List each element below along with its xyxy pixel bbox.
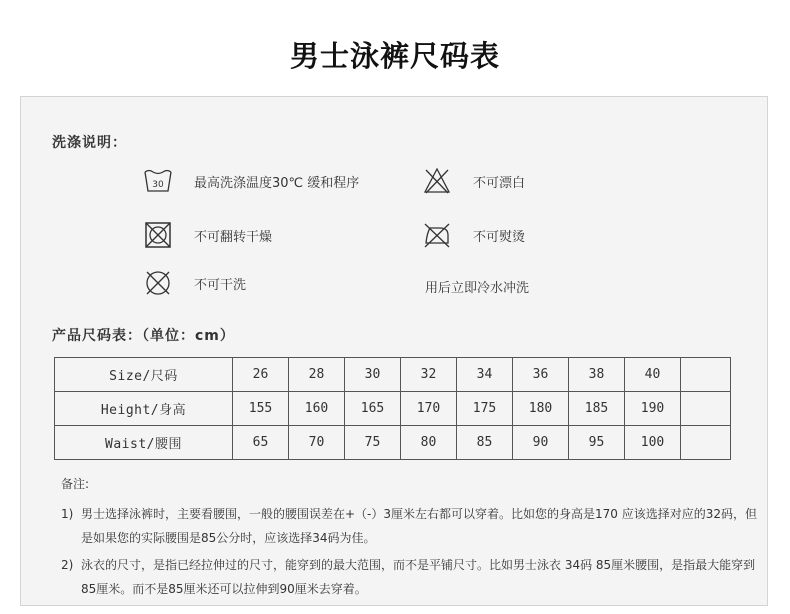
- size-table-row: [55, 358, 731, 392]
- size-table-cell: 34: [457, 358, 513, 392]
- size-table-cell: 165: [345, 392, 401, 426]
- size-table-cell: 38: [569, 358, 625, 392]
- size-table-cell: 65: [233, 426, 289, 460]
- care-text-wash: 最高洗涤温度30℃ 缓和程序: [194, 175, 360, 191]
- care-item-no-bleach: [423, 167, 525, 195]
- care-text-rinse: 用后立即冷水冲洗: [425, 281, 530, 296]
- size-table-cell: 36: [513, 358, 569, 392]
- size-table-row-header: Height/身高: [55, 392, 233, 426]
- no-tumble-dry-icon: [144, 221, 172, 249]
- wash-temp-label: 30: [152, 180, 164, 190]
- size-table-row-header: Waist/腰围: [55, 426, 233, 460]
- care-text-no-iron: 不可熨烫: [473, 229, 526, 245]
- size-table-row: [55, 426, 731, 460]
- size-table-cell: 28: [289, 358, 345, 392]
- size-table-cell: 30: [345, 358, 401, 392]
- size-table: [54, 357, 731, 460]
- care-item-no-iron: [423, 221, 525, 249]
- size-table-cell: 170: [401, 392, 457, 426]
- size-table-cell: 75: [345, 426, 401, 460]
- size-table-row: [55, 392, 731, 426]
- size-table-cell: 95: [569, 426, 625, 460]
- size-table-row-header: Size/尺码: [55, 358, 233, 392]
- size-table-cell: 100: [625, 426, 681, 460]
- care-item-no-dry-clean: [144, 269, 246, 297]
- size-table-cell: 180: [513, 392, 569, 426]
- size-table-cell: 160: [289, 392, 345, 426]
- note-text: 男士选择泳裤时，主要看腰围，一般的腰围误差在+（-）3厘米左右都可以穿着。比如您的身高是170 应该选择对应的32码，但是如果您的实际腰围是85公分时，应该选择34码为佳。: [81, 507, 758, 545]
- no-dry-clean-icon: [144, 269, 172, 297]
- size-table-cell: 32: [401, 358, 457, 392]
- size-table-cell: 190: [625, 392, 681, 426]
- notes-section: [61, 475, 761, 604]
- note-number: 2): [61, 558, 74, 572]
- size-table-cell: 85: [457, 426, 513, 460]
- note-text: 泳衣的尺寸，是指已经拉伸过的尺寸，能穿到的最大范围，而不是平铺尺寸。比如男士泳衣 34码 85厘米腰围，是指最大能穿到85厘米。而不是85厘米还可以拉伸到90厘米去穿着。: [81, 558, 756, 596]
- size-table-empty-cell: [681, 358, 731, 392]
- size-table-cell: 26: [233, 358, 289, 392]
- wash-30-icon: [144, 167, 172, 195]
- care-text-no-tumble-dry: 不可翻转干燥: [194, 229, 273, 245]
- note-item: [61, 502, 761, 550]
- note-item: [61, 553, 761, 601]
- care-text-no-dry-clean: 不可干洗: [194, 277, 247, 293]
- care-section-title: 洗涤说明：: [52, 135, 127, 151]
- care-item-wash: [144, 167, 359, 195]
- size-table-title: 产品尺码表：（单位：cm）: [52, 328, 235, 344]
- size-chart-panel: [20, 96, 768, 606]
- size-table-cell: 90: [513, 426, 569, 460]
- size-table-cell: 40: [625, 358, 681, 392]
- care-item-no-tumble-dry: [144, 221, 272, 249]
- size-table-cell: 175: [457, 392, 513, 426]
- notes-title: 备注:: [61, 477, 90, 491]
- size-table-empty-cell: [681, 392, 731, 426]
- size-table-cell: 185: [569, 392, 625, 426]
- size-table-empty-cell: [681, 426, 731, 460]
- note-number: 1): [61, 507, 74, 521]
- size-table-cell: 155: [233, 392, 289, 426]
- page-title: 男士泳裤尺码表: [289, 39, 500, 73]
- no-iron-icon: [423, 221, 451, 249]
- size-table-cell: 80: [401, 426, 457, 460]
- care-text-no-bleach: 不可漂白: [473, 175, 526, 191]
- no-bleach-icon: [423, 167, 451, 195]
- size-table-cell: 70: [289, 426, 345, 460]
